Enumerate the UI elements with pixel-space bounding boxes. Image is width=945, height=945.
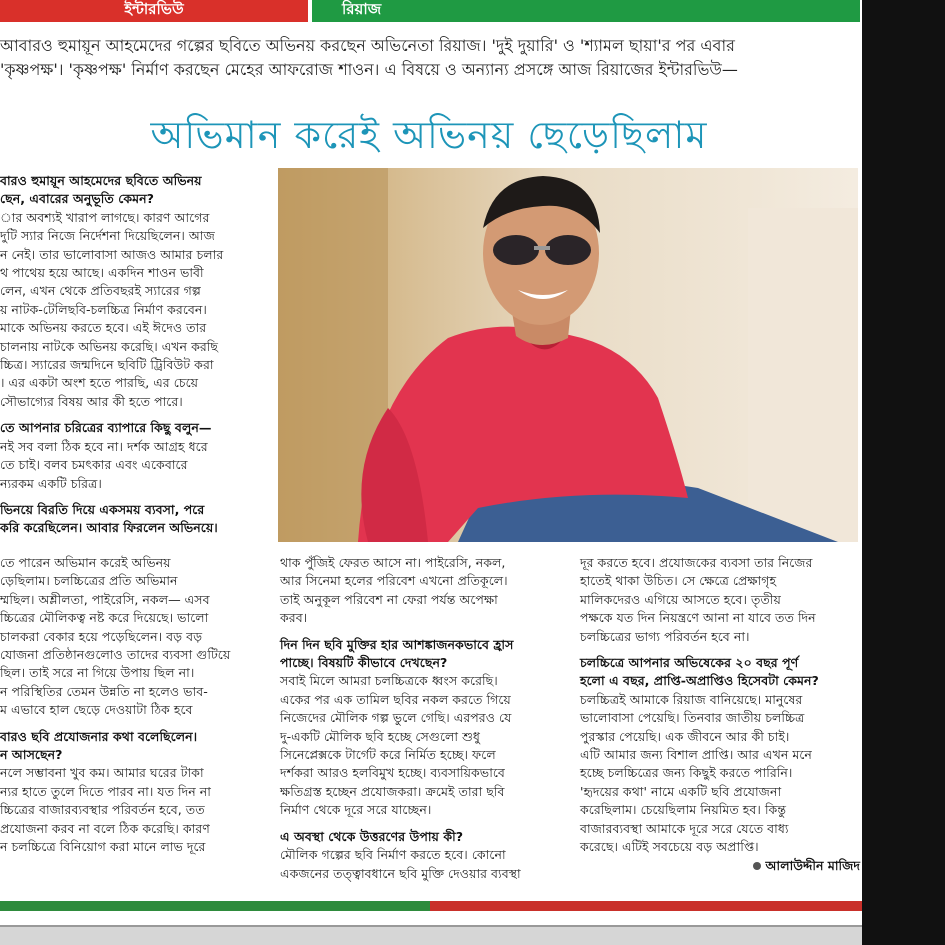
answer-line: থ পাথেয় হয়ে আছে। একদিন শাওন ভাবী	[0, 265, 204, 281]
answer-line: ন পরিস্থিতির তেমন উন্নতি না হলেও ভাব-	[0, 683, 208, 699]
answer-line: নই সব বলা ঠিক হবে না। দর্শক আগ্রহ ধরে	[0, 438, 208, 454]
answer-line: করেছিলাম। চেয়েছিলাম নিয়মিত হব। কিন্তু	[580, 802, 787, 818]
answer-line: ম এভাবে হাল ছেড়ে দেওয়াটা ঠিক হবে	[0, 702, 193, 718]
answer-line: করব।	[280, 610, 308, 626]
answer-line: মালিকদেরও এগিয়ে আসতে হবে। তৃতীয়	[580, 591, 781, 607]
question-line: ছেন, এবারের অনুভূতি কেমন?	[0, 191, 154, 207]
question-line: ভিনয়ে বিরতি দিয়ে একসময় ব্যবসা, পরে	[0, 501, 205, 517]
question-line: বারও ছবি প্রযোজনার কথা বলেছিলেন।	[0, 728, 198, 744]
answer-line: করেছে। এটিই সবচেয়ে বড় অপ্রাপ্তি।	[580, 839, 759, 855]
page-edge-strip	[862, 0, 945, 945]
answer-line: সৌভাগ্যের বিষয় আর কী হতে পারে।	[0, 393, 183, 409]
answer-line: আর সিনেমা হলের পরিবেশ এখনো প্রতিকূলে।	[280, 573, 508, 589]
intro-line: আবারও হুমায়ূন আহমেদের গল্পের ছবিতে অভিনয় করছেন অভিনেতা রিয়াজ। 'দুই দুয়ারি' ও 'শ্যামল ছায়া'র পর এবার	[0, 36, 735, 55]
intro-line: 'কৃষ্ণপক্ষ'। 'কৃষ্ণপক্ষ' নির্মাণ করছেন মেহের আফরোজ শাওন। এ বিষয়ে ও অন্যান্য প্রসঙ্গে আজ রিয়াজের ইন্টারভিউ—	[0, 60, 738, 79]
answer-line: চ্চিত্র। স্যারের জন্মদিনে ছবিটি ট্রিবিউট করা	[0, 357, 214, 373]
answer-line: সবাই মিলে আমরা চলচ্চিত্রকে ধ্বংস করেছি।	[280, 673, 498, 689]
answer-line: হচ্ছে চলচ্চিত্রের জন্য কিছুই করতে পারিনি।	[580, 765, 793, 781]
section-label-interview: ইন্টারভিউ	[0, 0, 308, 22]
byline	[580, 857, 860, 875]
answer-line: দু-একটি মৌলিক ছবি হচ্ছে সেগুলো শুধু	[280, 728, 480, 744]
answer-line: 'হৃদয়ের কথা' নামে একটি ছবি প্রযোজনা	[580, 783, 782, 799]
answer-line: যোজনা প্রতিষ্ঠানগুলোও তাদের ব্যবসা গুটিয়ে	[0, 647, 231, 663]
answer-line: ম্মছিল। অশ্লীলতা, পাইরেসি, নকল— এসব	[0, 591, 210, 607]
answer-line: ন চলচ্চিত্রে বিনিয়োগ করা মানে লাভ দূরে	[0, 839, 206, 855]
answer-line: প্রযোজনা করব না বলে ঠিক করেছি। কারণ	[0, 820, 210, 836]
column-3	[580, 554, 860, 875]
answer-line: ক্ষতিগ্রস্ত হচ্ছেন প্রযোজকরা। ক্রমেই তারা ছবি	[280, 783, 505, 799]
question-line: বারও হুমায়ূন আহমেদের ছবিতে অভিনয়	[0, 173, 202, 188]
answer-line: একজনের তত্ত্বাবধানে ছবি মুক্তি দেওয়ার ব্যবস্থা	[280, 865, 521, 881]
column-1-top	[0, 172, 272, 538]
answer-line: তে পারেন অভিমান করেই অভিনয়	[0, 555, 171, 570]
answer-line: চলচ্চিত্রই আমাকে রিয়াজ বানিয়েছে। মানুষের	[580, 691, 803, 707]
answer-line: চ্চিত্রের মৌলিকত্ব নষ্ট করে দিয়েছে। ভালো	[0, 610, 209, 626]
bullet-icon	[753, 862, 761, 870]
answer-line: চ্চিত্রের বাজারব্যবস্থার পরিবর্তন হবে, তত	[0, 802, 205, 818]
column-2	[280, 554, 570, 883]
question-line: হলো এ বছর, প্রাপ্তি-অপ্রাপ্তিও হিসেবটা কেমন?	[580, 673, 819, 689]
intro-paragraph	[0, 34, 858, 82]
answer-line: ন্যরকম একটি চরিত্র।	[0, 475, 102, 491]
portrait-illustration	[278, 168, 858, 542]
page-headline: অভিমান করেই অভিনয় ছেড়েছিলাম	[150, 113, 708, 157]
answer-line: পক্ষকে যত দিন নিয়ন্ত্রণে আনা না যাবে তত দিন	[580, 610, 816, 626]
answer-line: চালনায় নাটকে অভিনয় করেছি। এখন করছি	[0, 338, 219, 354]
answer-line: সিনেপ্লেক্সকে টার্গেট করে নির্মিত হচ্ছে। ফলে	[280, 747, 496, 763]
answer-line: তে চাই। বলব চমৎকার এবং একেবারে	[0, 457, 188, 473]
answer-line: ন নেই। তার ভালোবাসা আজও আমার চলার	[0, 246, 224, 262]
answer-line: এটি আমার জন্য বিশাল প্রাপ্তি। আর এখন মনে	[580, 747, 812, 763]
answer-line: লেন, এখন থেকে প্রতিবছরই স্যারের গল্প	[0, 283, 201, 299]
answer-line: নলে সম্ভাবনা খুব কম। আমার ঘরের টাকা	[0, 765, 204, 781]
question-line: দিন দিন ছবি মুক্তির হার আশঙ্কাজনকভাবে হ্রাস	[280, 636, 514, 652]
answer-line: য় নাটক-টেলিছবি-চলচ্চিত্র নির্মাণ করবেন।	[0, 301, 207, 317]
answer-line: ছিল। তাই সরে না গিয়ে উপায় ছিল না।	[0, 665, 195, 681]
question-line: চলচ্চিত্রে আপনার অভিষেকের ২০ বছর পূর্ণ	[580, 655, 799, 671]
answer-line: বাজারব্যবস্থা আমাকে দূরে সরে যেতে বাধ্য	[580, 820, 789, 836]
answer-line: পুরস্কার পেয়েছি। এক জীবনে আর কী চাই।	[580, 728, 790, 744]
answer-line: ন্যর হাতে তুলে দিতে পারব না। যত দিন না	[0, 783, 211, 799]
answer-line: দুটি স্যার নিজে নির্দেশনা দিয়েছিলেন। আজ	[0, 228, 215, 244]
footer-band-red	[430, 901, 862, 911]
answer-line: মাকে অভিনয় করতে হবে। এই ঈদেও তার	[0, 320, 207, 336]
question-line: তে আপনার চরিত্রের ব্যাপারে কিছু বলুন—	[0, 420, 212, 436]
answer-line: চালকরা বেকার হয়ে পড়েছিলেন। বড় বড়	[0, 628, 203, 644]
answer-line: । এর একটা অংশ হতে পারছি, এর চেয়ে	[0, 375, 199, 391]
answer-line: ার অবশ্যই খারাপ লাগছে। কারণ আগের	[0, 209, 210, 225]
answer-line: চলচ্চিত্রের ভাগ্য পরিবর্তন হবে না।	[580, 628, 750, 644]
column-1-bottom	[0, 554, 272, 857]
question-line: এ অবস্থা থেকে উত্তরণের উপায় কী?	[280, 828, 464, 844]
footer-band-green	[0, 901, 430, 911]
answer-line: একের পর এক তামিল ছবির নকল করতে গিয়ে	[280, 691, 511, 707]
answer-line: দূর করতে হবে। প্রযোজকের ব্যবসা তার নিজের	[580, 555, 813, 570]
answer-line: তাই অনুকূল পরিবেশ না ফেরা পর্যন্ত অপেক্ষা	[280, 591, 498, 607]
question-line: করি করেছিলেন। আবার ফিরলেন অভিনয়ে।	[0, 520, 218, 536]
byline-author: আলাউদ্দীন মাজিদ	[765, 857, 860, 873]
answer-line: নিজেদের মৌলিক গল্প ভুলে গেছি। এরপরও যে	[280, 710, 512, 726]
answer-line: দর্শকরা আরও হলবিমুখ হচ্ছে। ব্যবসায়িকভাবে	[280, 765, 505, 781]
portrait-photo	[278, 168, 858, 542]
answer-line: নির্মাণ থেকে দূরে সরে যাচ্ছেন।	[280, 802, 432, 818]
answer-line: ভালোবাসা পেয়েছি। তিনবার জাতীয় চলচ্চিত্র	[580, 710, 805, 726]
answer-line: হাতেই থাকা উচিত। সে ক্ষেত্রে প্রেক্ষাগৃহ	[580, 573, 777, 589]
question-line: পাচ্ছে। বিষয়টি কীভাবে দেখছেন?	[280, 655, 448, 671]
answer-line: মৌলিক গল্পের ছবি নির্মাণ করতে হবে। কোনো	[280, 847, 506, 863]
question-line: ন আসছেন?	[0, 747, 63, 763]
answer-line: ড়েছিলাম। চলচ্চিত্রের প্রতি অভিমান	[0, 573, 178, 589]
footer-band-grey	[0, 927, 862, 945]
section-label-riaz: রিয়াজ	[312, 0, 860, 22]
answer-line: থাক পুঁজিই ফেরত আসে না। পাইরেসি, নকল,	[280, 555, 506, 570]
